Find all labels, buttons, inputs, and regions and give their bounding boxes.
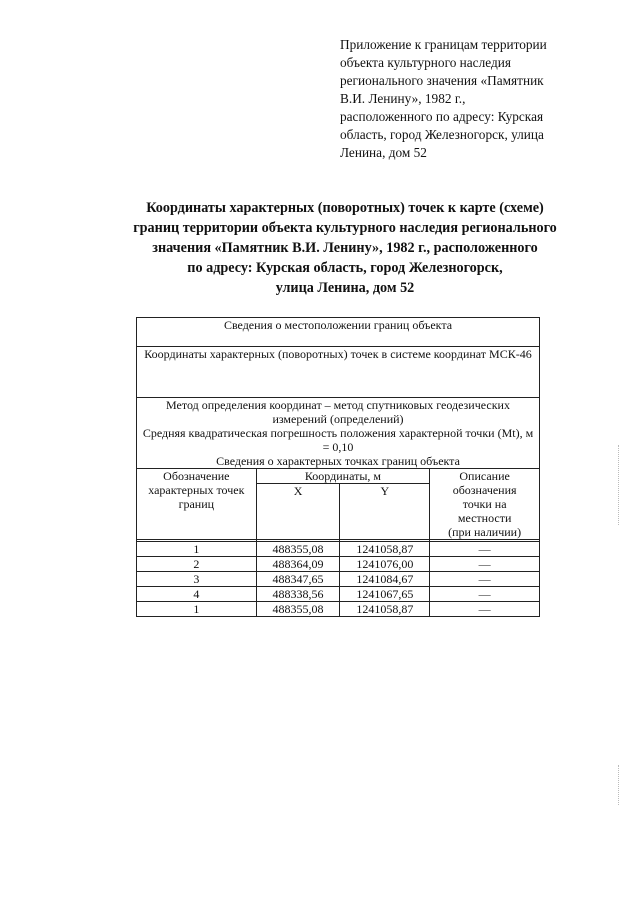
- scan-margin-mark: [618, 765, 620, 805]
- title-line: границ территории объекта культурного наследия регионального: [133, 220, 557, 236]
- description-header-line: Описание: [459, 469, 510, 483]
- point-number: 4: [137, 587, 257, 602]
- appendix-line: В.И. Ленину», 1982 г.,: [340, 91, 466, 106]
- y-value: 1241076,00: [340, 557, 430, 572]
- description-header-line: обозначения: [452, 483, 517, 497]
- table-row: [137, 542, 540, 557]
- appendix-line: расположенного по адресу: Курская: [340, 109, 544, 124]
- y-column-header: Y: [340, 484, 430, 540]
- x-value: 488347,65: [256, 572, 340, 587]
- y-value: 1241067,65: [340, 587, 430, 602]
- x-value: 488355,08: [256, 542, 340, 557]
- point-number: 3: [137, 572, 257, 587]
- description-value: —: [430, 602, 540, 617]
- description-header-line: (при наличии): [448, 525, 522, 539]
- point-number: 1: [137, 602, 257, 617]
- coordinates-table: [136, 317, 540, 617]
- appendix-note: [340, 36, 584, 162]
- x-value: 488338,56: [256, 587, 340, 602]
- table-row: [137, 572, 540, 587]
- description-header-line: местности: [457, 511, 512, 525]
- y-value: 1241058,87: [340, 602, 430, 617]
- description-value: —: [430, 572, 540, 587]
- description-value: —: [430, 557, 540, 572]
- method-info: [137, 398, 540, 469]
- x-column-header: X: [256, 484, 340, 540]
- table-row: [137, 557, 540, 572]
- x-value: 488364,09: [256, 557, 340, 572]
- appendix-line: регионального значения «Памятник: [340, 73, 544, 88]
- x-value: 488355,08: [256, 602, 340, 617]
- y-value: 1241058,87: [340, 542, 430, 557]
- appendix-line: область, город Железногорск, улица: [340, 127, 544, 142]
- description-column-header: [430, 469, 540, 540]
- title-line: Координаты характерных (поворотных) точек к карте (схеме): [146, 200, 544, 216]
- appendix-line: объекта культурного наследия: [340, 55, 511, 70]
- coordinate-system-header: Координаты характерных (поворотных) точек в системе координат МСК-46: [137, 347, 540, 398]
- y-value: 1241084,67: [340, 572, 430, 587]
- scan-margin-mark: [618, 445, 620, 525]
- description-header-line: точки на: [462, 497, 507, 511]
- document-title: [100, 198, 590, 298]
- points-info-line: Сведения о характерных точках границ объекта: [216, 454, 460, 468]
- title-line: по адресу: Курская область, город Железногорск,: [187, 260, 503, 276]
- point-number: 2: [137, 557, 257, 572]
- method-line: Метод определения координат – метод спутниковых геодезических измерений (определений): [166, 398, 510, 426]
- location-header: Сведения о местоположении границ объекта: [137, 318, 540, 347]
- description-value: —: [430, 587, 540, 602]
- title-line: значения «Памятник В.И. Ленину», 1982 г., расположенного: [152, 240, 538, 256]
- appendix-line: Приложение к границам территории: [340, 37, 547, 52]
- appendix-line: Ленина, дом 52: [340, 145, 427, 160]
- point-number: 1: [137, 542, 257, 557]
- table-row: [137, 602, 540, 617]
- coordinates-column-header: Координаты, м: [256, 469, 430, 484]
- table-row: [137, 587, 540, 602]
- description-value: —: [430, 542, 540, 557]
- designation-column-header: Обозначение характерных точек границ: [137, 469, 257, 540]
- accuracy-line: Средняя квадратическая погрешность положения характерной точки (Mt), м = 0,10: [142, 426, 534, 454]
- title-line: улица Ленина, дом 52: [275, 280, 415, 296]
